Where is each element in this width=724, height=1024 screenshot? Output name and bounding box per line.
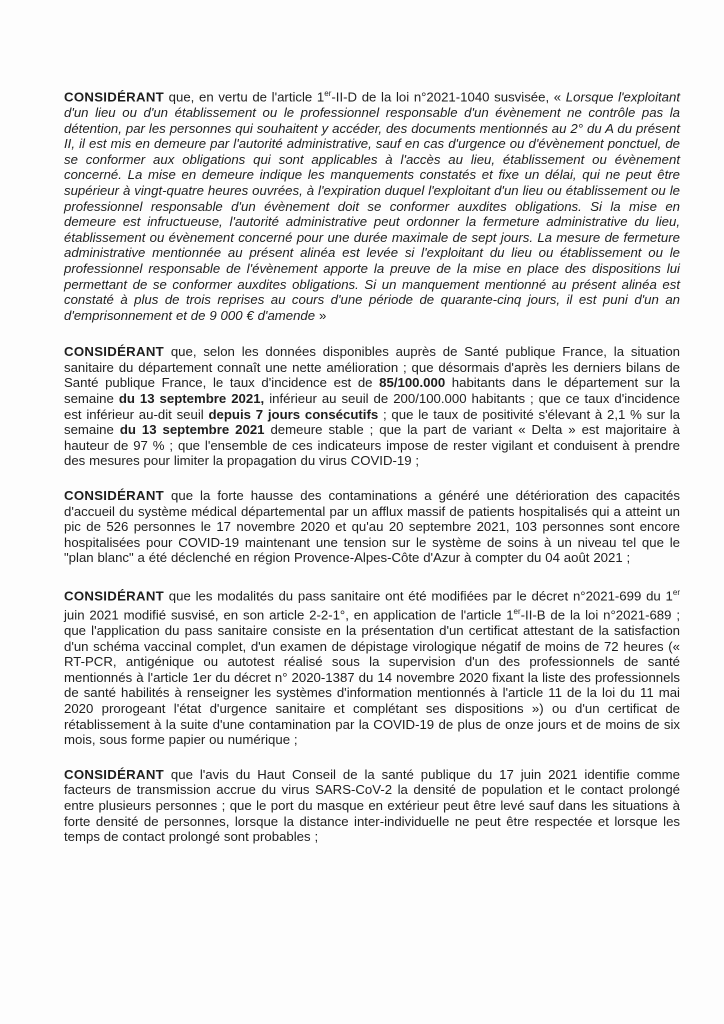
considerant-paragraph-4 — [64, 585, 680, 748]
considerant-keyword: CONSIDÉRANT — [64, 344, 165, 360]
paragraph-text: que, selon les données disponibles auprès de Santé publique France, la situation sanitaire du département connaît une nette amélioration ; que désormais d'après les derniers bilans de Santé publique France, le taux d'incidence est de — [64, 344, 680, 391]
considerant-paragraph-1 — [64, 86, 680, 323]
considerant-paragraph-3 — [64, 488, 680, 566]
incidence-rate: 85/100.000 — [379, 375, 446, 391]
paragraph-text: que la forte hausse des contaminations a généré une détérioration des capacités d'accueil du système médical départemental par un afflux massif de patients hospitalisés qui a atteint un pic de 526 personnes le 17 novembre 2020 et qu'au 20 septembre 2021, 103 personnes sont encore hospitalisées pour COVID-19 maintenant une tension sur le système de soins à un niveau tel que le "plan blanc" a été déclenché en région Provence-Alpes-Côte d'Azur à compter du 04 août 2021 ; — [64, 488, 680, 566]
duration-bold: depuis 7 jours consécutifs — [208, 406, 379, 422]
paragraph-text: habitants dans le département sur la semaine — [64, 375, 681, 407]
paragraph-text: juin 2021 modifié susvisé, en son article 2-2-1°, en application de l'article 1 — [64, 607, 514, 623]
considerant-paragraph-2 — [64, 344, 680, 469]
paragraph-text: inférieur au seuil de 200/100.000 habitants ; que ce taux d'incidence est inférieur au-dit seuil — [64, 391, 680, 422]
paragraph-text: que l'avis du Haut Conseil de la santé publique du 17 juin 2021 identifie comme facteurs de transmission accrue du virus SARS-CoV-2 la densité de population et le contact prolongé entre plusieurs personnes ; que le port du masque en extérieur peut être levé sauf dans les situations à forte densité de personnes, lorsque la distance inter-individuelle ne peut être respectée et lorsque les temps de contact prolongé sont probables ; — [64, 766, 680, 845]
paragraph-text: que les modalités du pass sanitaire ont été modifiées par le décret n°2021-699 du 1 — [164, 588, 673, 604]
paragraph-text: demeure stable ; que la part de variant « Delta » est majoritaire à hauteur de 97 % ; que l'ensemble de ces indicateurs impose de rester vigilant et conduisent à prendre des mesures pour limiter la propagation du virus COVID-19 ; — [64, 422, 680, 469]
considerant-keyword: CONSIDÉRANT — [64, 766, 165, 782]
paragraph-text: -II-D de la loi n°2021-1040 susvisée, « — [331, 89, 566, 105]
paragraph-text: -II-B de la loi n°2021-689 ; que l'application du pass sanitaire consiste en la présentation d'un certificat attestant de la satisfaction d'un schéma vaccinal complet, d'un examen de dépistage virologique négatif de moins de 72 heures (« RT-PCR, antigénique ou autotest réalisé sous la supervision d'un des professionnels de santé mentionnés à l'article 1er du décret n° 2020-1387 du 14 novembre 2020 fixant la liste des professionnels de santé habilités à renseigner les systèmes d'information mentionnés à l'article 11 de la loi du 11 mai 2020 prorogeant l'état d'urgence sanitaire et complétant ses dispositions ») ou d'un certificat de rétablissement à la suite d'une contamination par la COVID-19 de plus de onze jours et de moins de six mois, sous forme papier ou numérique ; — [64, 607, 680, 748]
superscript: er — [324, 89, 332, 98]
considerant-paragraph-5 — [64, 767, 680, 845]
paragraph-text: ; que le taux de positivité s'élevant à 2,1 % sur la semaine — [64, 406, 681, 438]
quoted-law-text: Lorsque l'exploitant d'un lieu ou d'un établissement ou le professionnel responsable d'un évènement ne contrôle pas la détention, par les personnes qui souhaitent y accéder, des documents mentionnés au 2° du A du présent II, il est mis en demeure par l'autorité administrative, sauf en cas d'urgence ou d'évènement ponctuel, de se conformer aux obligations qui sont applicables à l'accès au lieu, établissement ou évènement concerné. La mise en demeure indique les manquements constatés et fixe un délai, qui ne peut être supérieur à vingt-quatre heures ouvrées, à l'expiration duquel l'exploitant d'un lieu ou établissement ou le professionnel responsable d'un évènement doit se conformer auxdites obligations. Si la mise en demeure est infructueuse, l'autorité administrative peut ordonner la fermeture administrative du lieu, établissement ou évènement concerné pour une durée maximale de sept jours. La mesure de fermeture administrative mentionnée au présent alinéa est levée si l'exploitant du lieu ou établissement ou le professionnel responsable de l'évènement apporte la preuve de la mise en place des dispositions lui permettant de se conformer auxdites obligations. Si un manquement mentionné au présent alinéa est constaté à plus de trois reprises au cours d'une période de quarante-cinq jours, il est puni d'un an d'emprisonnement et de 9 000 € d'amende — [64, 89, 680, 323]
week-date: du 13 septembre 2021, — [118, 391, 265, 407]
considerant-keyword: CONSIDÉRANT — [64, 588, 165, 604]
paragraph-text: que, en vertu de l'article 1 — [164, 89, 325, 105]
superscript: er — [513, 607, 521, 616]
paragraph-text: » — [315, 307, 327, 323]
considerant-keyword: CONSIDÉRANT — [64, 89, 165, 105]
superscript: er — [672, 588, 680, 598]
considerant-keyword: CONSIDÉRANT — [64, 488, 165, 504]
week-date: du 13 septembre 2021 — [119, 422, 265, 438]
